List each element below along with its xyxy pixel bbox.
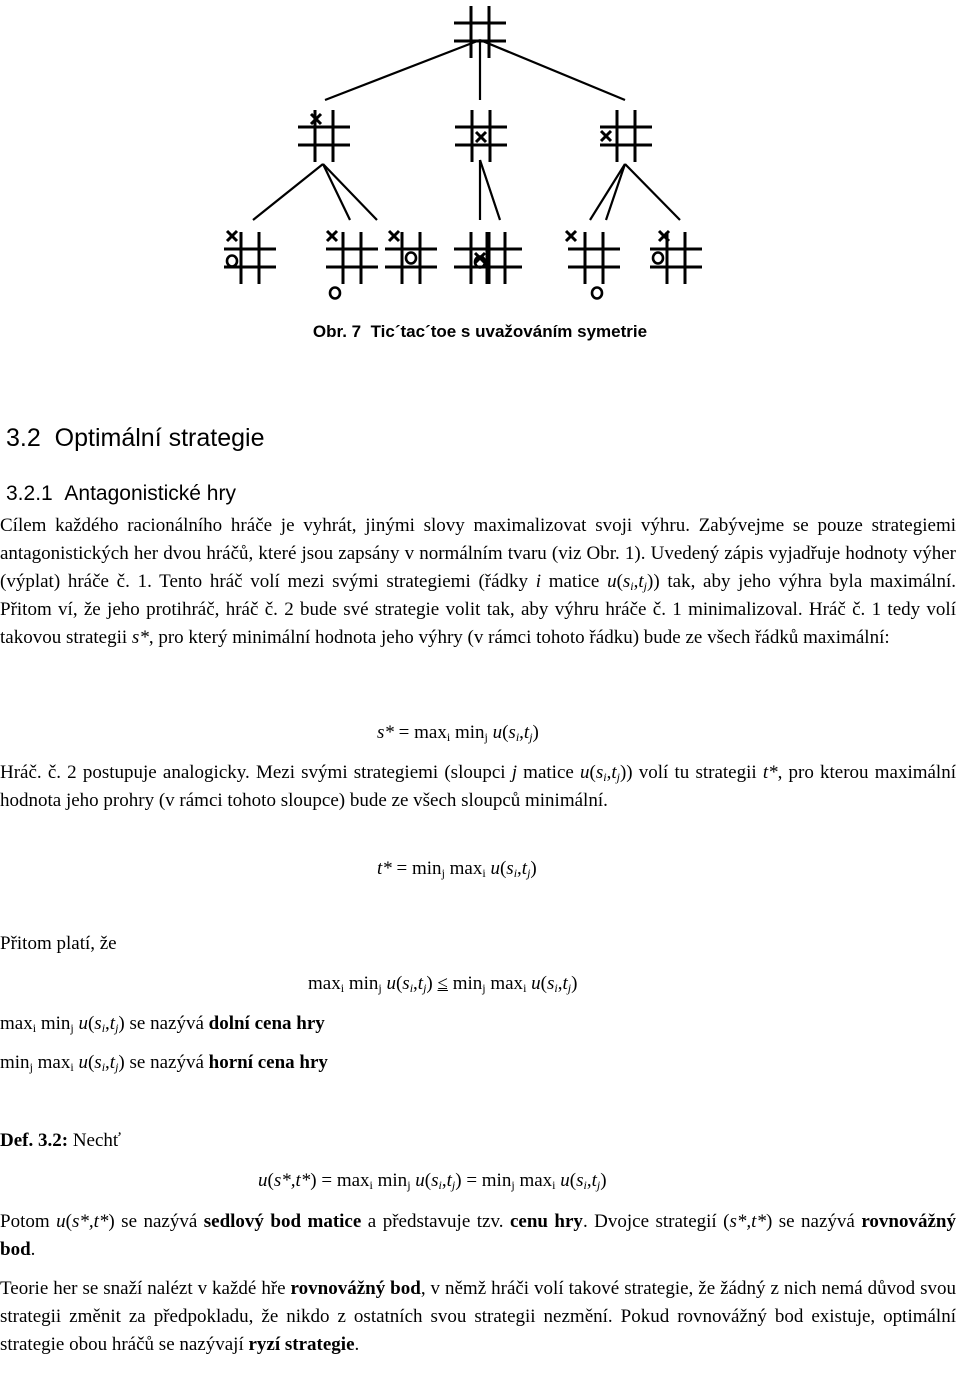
- level-2-boards: [224, 231, 702, 299]
- upper-value-line: $\min_j \max_i u(s_i,t_j)$ se nazývá horní cena hry: [0, 1052, 328, 1074]
- level-1-boards: [298, 110, 652, 162]
- figure-caption: Obr. 7 Tic´tac´toe s uvažováním symetrie: [312, 322, 648, 341]
- paragraph-2: Hráč. č. 2 postupuje analogicky. Mezi svými strategiemi (sloupci j matice $u(s_i,t_j)$) volí tu strategii t*, pro kterou maximální hodnota jeho prohry (v rámci tohoto sloupce) bude ze všech sloupců minimální.: [0, 762, 956, 811]
- paragraph-1: Cílem každého racionálního hráče je vyhrát, jinými slovy maximalizovat svoji výhru. Zabývejme se pouze strategiemi antagonistických her dvou hráčů, které jsou zapsány v normálním tvaru (viz Obr. 1). Uvedený zápis vyjadřuje hodnoty výher (výplat) hráče č. 1. Tento hráč volí mezi svými strategiemi (řádky i matice $u(s_i,t_j)$) tak, aby jeho výhra byla maximální. Přitom ví, že jeho protihráč, hráč č. 2 bude své strategie volit tak, aby výhru hráče č. 1 minimalizoval. Hráč č. 1 tedy volí takovou strategii s*, pro který minimální hodnota jeho výhry (v rámci tohoto řádku) bude ze všech řádků maximální:: [0, 515, 956, 648]
- equation-t-star: $t* = \min_j \max_i u(s_i,t_j)$: [377, 858, 537, 880]
- inequality: $\max_i \min_j u(s_i,t_j) \le \min_j \max_i u(s_i,t_j)$: [308, 973, 578, 995]
- lower-value-line: $\max_i \min_j u(s_i,t_j)$ se nazývá dolní cena hry: [0, 1013, 325, 1035]
- subsection-heading: 3.2.1 Antagonistické hry: [6, 482, 236, 505]
- paragraph-4: Potom u(s*,t*) se nazývá sedlový bod matice a představuje tzv. cenu hry. Dvojce strategií (s*,t*) se nazývá rovnovážný bod.: [0, 1211, 956, 1260]
- equation-s-star: $s* = \max_i \min_j u(s_i,t_j)$: [377, 722, 539, 744]
- section-heading: 3.2 Optimální strategie: [6, 424, 265, 452]
- saddle-point-equation: $u(s*,t*) = \max_i \min_j u(s_i,t_j) = \min_j \max_i u(s_i,t_j)$: [258, 1170, 607, 1192]
- paragraph-3: Přitom platí, že: [0, 933, 117, 954]
- paragraph-5: Teorie her se snaží nalézt v každé hře rovnovážný bod, v němž hráči volí takové strategie, že žádný z nich nemá důvod svou strategii změnit za předpokladu, že nikdo z ostatních svou strategii nezmění. Pokud rovnovážný bod existuje, optimální strategie obou hráčů se nazývají ryzí strategie.: [0, 1278, 956, 1355]
- definition-heading: Def. 3.2: Nechť: [0, 1130, 122, 1151]
- tic-tac-toe-tree-figure: [0, 0, 960, 310]
